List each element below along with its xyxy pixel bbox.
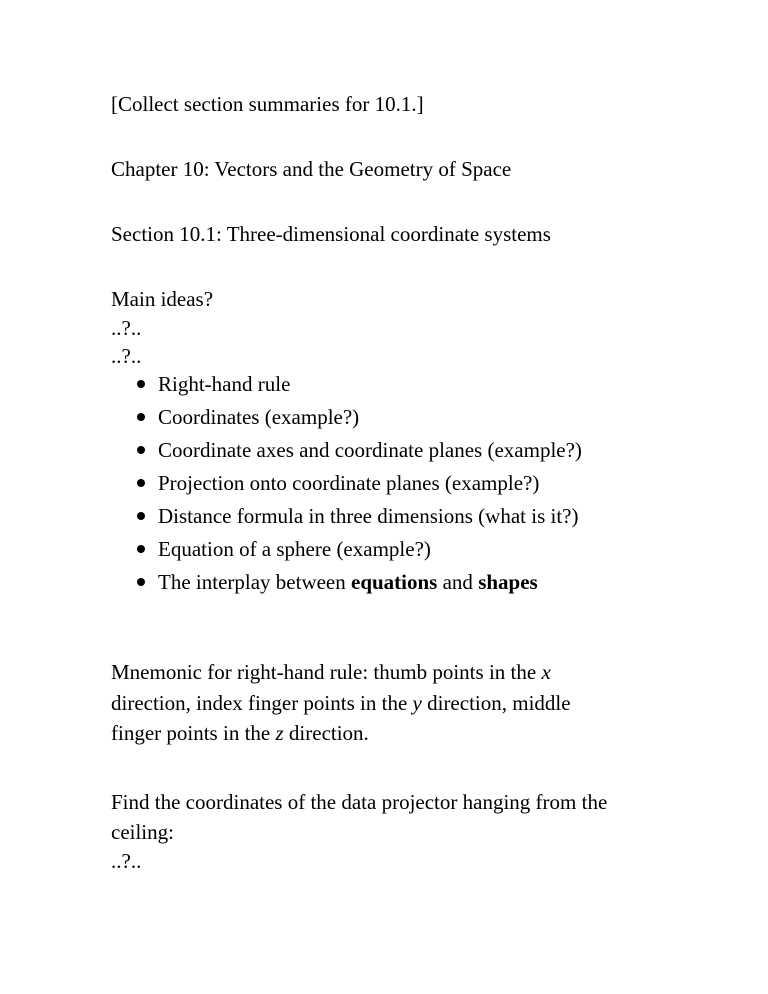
- mnemonic-line-2: [111, 688, 571, 718]
- variable-z: z: [275, 721, 284, 745]
- mnemonic-text: direction, index finger points in the: [111, 691, 413, 715]
- list-item: Projection onto coordinate planes (example?): [158, 471, 540, 495]
- placeholder-text: ..?..: [111, 344, 142, 368]
- shapes-word: shapes: [478, 570, 538, 594]
- mnemonic-text: Mnemonic for right-hand rule: thumb points in the: [111, 660, 542, 684]
- bullet-icon: [137, 479, 145, 487]
- mnemonic-text: direction, middle: [421, 691, 571, 715]
- list-item: Equation of a sphere (example?): [158, 537, 431, 561]
- list-item: Right-hand rule: [158, 372, 291, 396]
- bullet-icon: [137, 446, 145, 454]
- bullet-icon: [137, 413, 145, 421]
- collect-note: [Collect section summaries for 10.1.]: [111, 92, 424, 116]
- variable-x: x: [541, 660, 551, 684]
- section-title: Section 10.1: Three-dimensional coordinate systems: [111, 222, 551, 246]
- chapter-title: Chapter 10: Vectors and the Geometry of Space: [111, 157, 512, 181]
- bullet-icon: [137, 545, 145, 553]
- bullet-icon: [137, 512, 145, 520]
- bullet-icon: [137, 578, 145, 586]
- list-item: Distance formula in three dimensions (what is it?): [158, 504, 579, 528]
- mnemonic-text: finger points in the: [111, 721, 276, 745]
- interplay-and: and: [437, 570, 479, 594]
- main-ideas-heading: Main ideas?: [111, 287, 214, 311]
- equations-word: equations: [351, 570, 438, 594]
- interplay-prefix: The interplay between: [158, 570, 351, 594]
- list-item-interplay: [158, 567, 538, 597]
- bullet-icon: [137, 380, 145, 388]
- mnemonic-line-1: [111, 657, 551, 687]
- mnemonic-text: direction.: [283, 721, 369, 745]
- find-line-2: ceiling:: [111, 820, 174, 844]
- list-item: Coordinates (example?): [158, 405, 360, 429]
- find-line-1: Find the coordinates of the data projector hanging from the: [111, 790, 608, 814]
- placeholder-text: ..?..: [111, 316, 142, 340]
- variable-y: y: [412, 691, 422, 715]
- placeholder-text: ..?..: [111, 849, 142, 873]
- list-item: Coordinate axes and coordinate planes (example?): [158, 438, 582, 462]
- mnemonic-line-3: [111, 718, 369, 748]
